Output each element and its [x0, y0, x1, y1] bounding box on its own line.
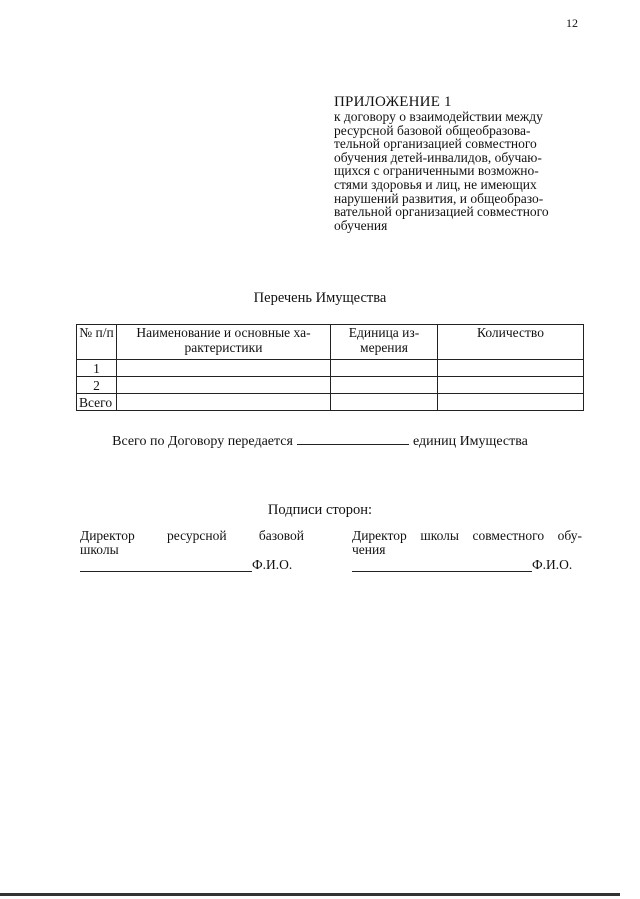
signature-left-role: Директор ресурсной базовой — [80, 528, 304, 543]
name-cell — [117, 377, 331, 394]
table-header-row — [77, 325, 584, 360]
signature-right — [352, 529, 582, 572]
appendix-description — [334, 110, 594, 232]
appendix-line: нарушений развития, и общеобразо- — [334, 190, 544, 206]
row-number-cell: 1 — [77, 360, 117, 377]
signature-left-role-cont: школы — [80, 542, 119, 557]
appendix-header — [334, 94, 594, 232]
total-prefix: Всего по Договору передается — [112, 434, 293, 449]
appendix-title: ПРИЛОЖЕНИЕ 1 — [334, 94, 452, 110]
signature-left — [80, 529, 304, 572]
page-number: 12 — [566, 16, 578, 30]
total-blank-field — [297, 432, 409, 445]
appendix-line: обучения детей-инвалидов, обучаю- — [334, 149, 542, 165]
table-row — [77, 377, 584, 394]
signature-right-fio-row — [352, 558, 582, 572]
signature-right-role-cont: чения — [352, 542, 386, 557]
quantity-cell — [438, 377, 584, 394]
signature-right-fio: Ф.И.О. — [532, 557, 573, 572]
appendix-line: ресурсной базовой общеобразова- — [334, 122, 531, 138]
signature-left-fio: Ф.И.О. — [252, 557, 293, 572]
table-total-row — [77, 394, 584, 411]
name-cell — [117, 360, 331, 377]
quantity-cell — [438, 394, 584, 411]
signature-left-line — [80, 559, 252, 572]
header-quantity: Количество — [438, 325, 584, 360]
signature-left-fio-row — [80, 558, 304, 572]
unit-cell — [331, 394, 438, 411]
bottom-scan-edge — [0, 893, 620, 896]
property-list-title: Перечень Имущества — [253, 290, 387, 306]
total-transfer-line — [0, 432, 640, 450]
appendix-line: вательной организацией совместного — [334, 204, 549, 220]
total-suffix: единиц Имущества — [412, 434, 528, 449]
header-number: № п/п — [77, 325, 117, 360]
signature-right-line — [352, 559, 532, 572]
quantity-cell — [438, 360, 584, 377]
header-name: Наименование и основные ха-рактеристики — [117, 325, 331, 360]
name-cell — [117, 394, 331, 411]
table-row — [77, 360, 584, 377]
signature-right-role: Директор школы совместного обу- — [352, 528, 582, 543]
signatures-title: Подписи сторон: — [267, 502, 373, 518]
appendix-line: стями здоровья и лиц, не имеющих — [334, 176, 537, 192]
appendix-line: к договору о взаимодействии между — [334, 109, 543, 124]
appendix-line: обучения — [334, 217, 388, 233]
header-unit: Единица из-мерения — [331, 325, 438, 360]
property-table — [76, 324, 584, 411]
appendix-line: щихся с ограниченными возможно- — [334, 163, 539, 179]
total-label-cell: Всего — [77, 394, 117, 411]
unit-cell — [331, 377, 438, 394]
row-number-cell: 2 — [77, 377, 117, 394]
appendix-line: тельной организацией совместного — [334, 136, 537, 152]
unit-cell — [331, 360, 438, 377]
